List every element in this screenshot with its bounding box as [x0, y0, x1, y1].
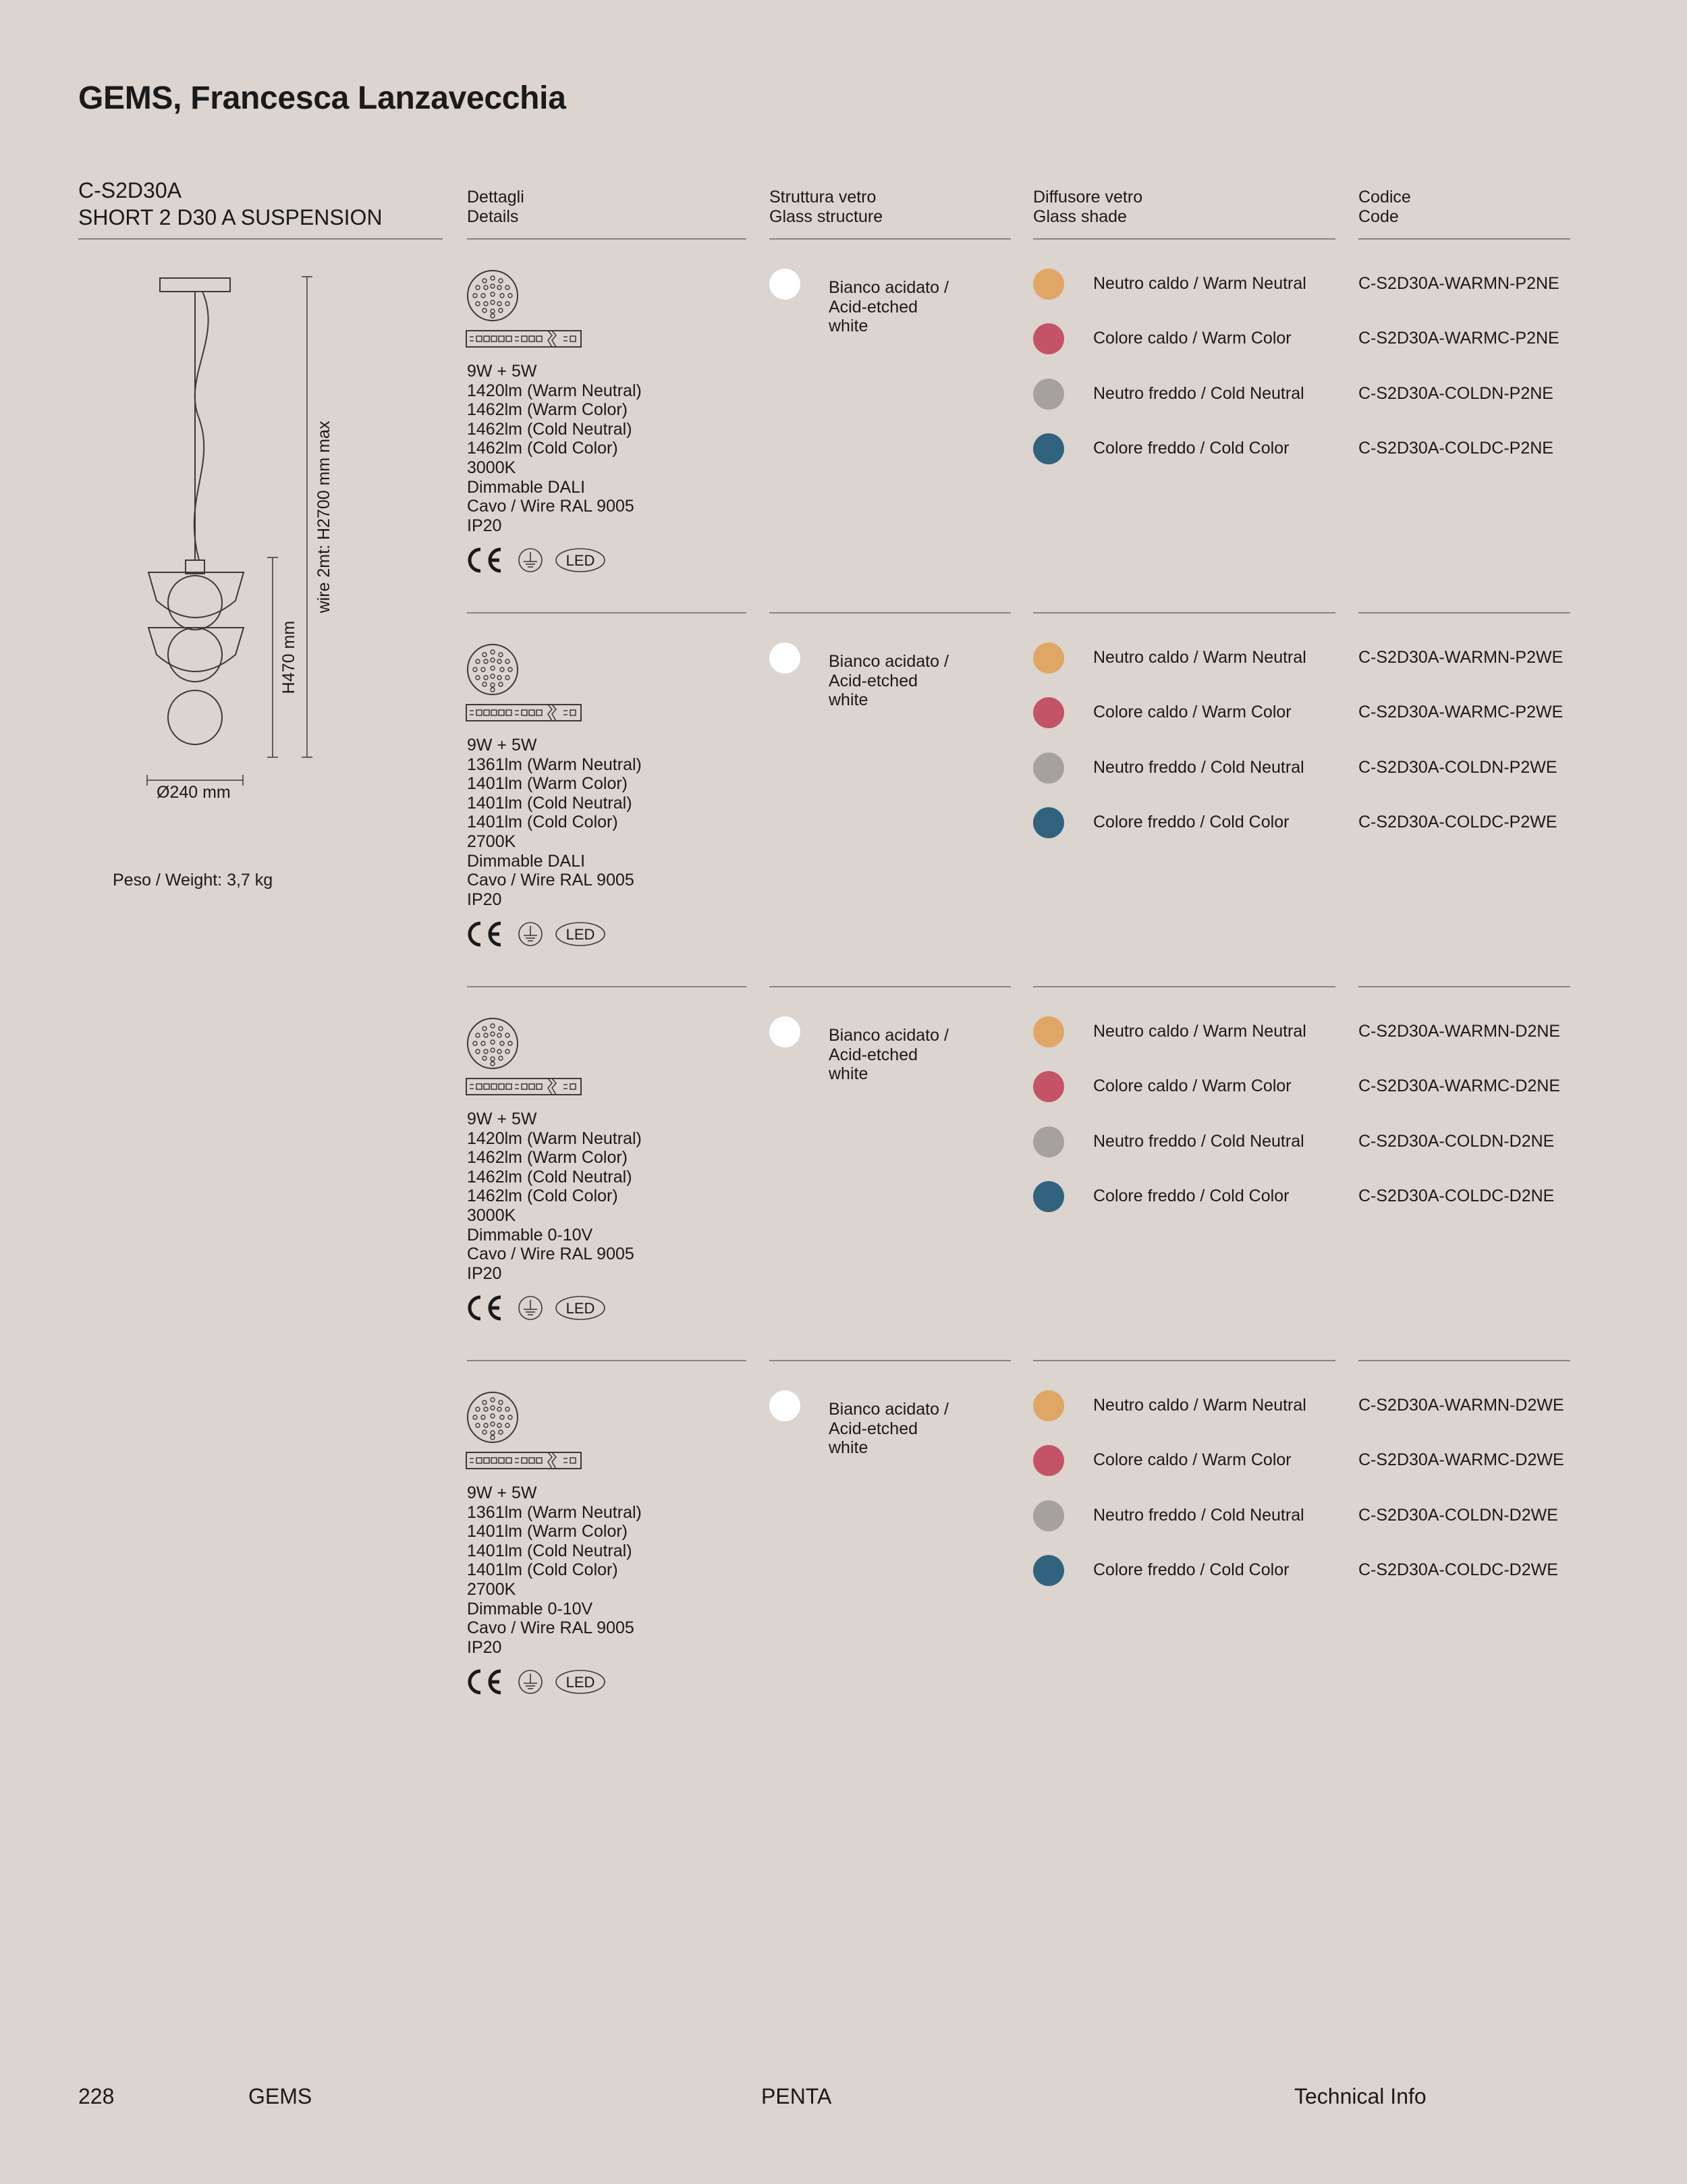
spec-line: 9W + 5W	[467, 736, 537, 755]
led-badge-icon	[556, 1670, 605, 1693]
spec-line: 1401lm (Cold Color)	[467, 1560, 618, 1580]
footer-brand: PENTA	[761, 2084, 832, 2108]
ce-mark-icon	[470, 1671, 501, 1693]
led-module-icon	[466, 643, 520, 697]
product-variant-code: C-S2D30A-COLDN-P2NE	[1358, 384, 1553, 403]
row-rule	[467, 1360, 746, 1361]
glass-label-line: Bianco acidato /	[829, 652, 949, 671]
spec-line: 1462lm (Cold Color)	[467, 439, 618, 458]
glass-label-line: white	[829, 1064, 868, 1084]
spec-line: Dimmable 0-10V	[467, 1599, 593, 1618]
svg-text:LED: LED	[565, 552, 595, 569]
row-rule	[769, 1360, 1011, 1361]
shade-label: Neutro caldo / Warm Neutral	[1093, 1396, 1306, 1415]
spec-line: 9W + 5W	[467, 1483, 537, 1502]
shade-label: Neutro caldo / Warm Neutral	[1093, 1022, 1306, 1041]
shade-label: Colore caldo / Warm Color	[1093, 329, 1292, 348]
product-variant-code: C-S2D30A-WARMC-D2WE	[1358, 1450, 1564, 1469]
shade-label: Neutro freddo / Cold Neutral	[1093, 384, 1304, 403]
product-variant-code: C-S2D30A-COLDC-D2WE	[1358, 1560, 1558, 1579]
glass-label	[829, 278, 949, 336]
product-variant-code: C-S2D30A-COLDN-D2NE	[1358, 1132, 1555, 1151]
product-variant-code: C-S2D30A-WARMN-P2NE	[1358, 274, 1559, 293]
shade-label: Neutro freddo / Cold Neutral	[1093, 1506, 1304, 1525]
row-rule	[1358, 986, 1570, 987]
glass-label-line: Bianco acidato /	[829, 1026, 949, 1045]
shade-label: Colore caldo / Warm Color	[1093, 1450, 1292, 1469]
spec-line: 1401lm (Cold Neutral)	[467, 1541, 632, 1560]
shade-swatch-warm-neutral	[1033, 1016, 1064, 1047]
row-rule	[1033, 612, 1335, 613]
spec-line: Cavo / Wire RAL 9005	[467, 1245, 634, 1264]
spec-line: Cavo / Wire RAL 9005	[467, 497, 634, 516]
product-name: SHORT 2 D30 A SUSPENSION	[78, 205, 383, 229]
spec-line: Cavo / Wire RAL 9005	[467, 1618, 634, 1638]
shade-swatch-cold-neutral	[1033, 1500, 1064, 1531]
glass-label-line: Acid-etched	[829, 1419, 918, 1438]
shade-label: Colore freddo / Cold Color	[1093, 1560, 1290, 1579]
column-header-it: Diffusore vetro	[1033, 188, 1143, 207]
spec-line: 2700K	[467, 1579, 516, 1599]
spec-line: 1462lm (Warm Color)	[467, 1148, 628, 1168]
spec-line: 1462lm (Warm Color)	[467, 400, 628, 420]
driver-icon	[466, 1450, 582, 1471]
glass-label	[829, 1026, 949, 1084]
spec-line: Dimmable DALI	[467, 477, 586, 497]
glass-label	[829, 1400, 949, 1458]
product-variant-code: C-S2D30A-COLDC-P2WE	[1358, 813, 1557, 831]
glass-label-line: Acid-etched	[829, 1045, 918, 1064]
shade-swatch-warm-color	[1033, 323, 1064, 354]
column-header-en: Glass shade	[1033, 207, 1127, 226]
spec-line: 1401lm (Warm Color)	[467, 1522, 628, 1541]
column-header-en: Glass structure	[769, 207, 883, 226]
driver-icon	[466, 1076, 582, 1097]
row-rule	[467, 986, 746, 987]
product-variant-code: C-S2D30A-COLDC-D2NE	[1358, 1186, 1555, 1205]
spec-line: 3000K	[467, 1205, 516, 1225]
height-label: H470 mm	[279, 620, 298, 694]
product-variant-code: C-S2D30A-WARMC-D2NE	[1358, 1076, 1561, 1095]
column-header-it: Codice	[1358, 188, 1411, 207]
spec-line: 1361lm (Warm Neutral)	[467, 1502, 642, 1522]
spec-line: 2700K	[467, 831, 516, 851]
shade-swatch-warm-neutral	[1033, 1390, 1064, 1421]
glass-label-line: white	[829, 1438, 868, 1458]
svg-text:LED: LED	[565, 926, 595, 943]
diameter-label: Ø240 mm	[157, 783, 231, 802]
row-rule	[1358, 612, 1570, 613]
spec-line: Dimmable DALI	[467, 851, 586, 871]
led-module-icon	[466, 269, 520, 323]
glass-swatch-white	[769, 1016, 800, 1047]
product-variant-code: C-S2D30A-COLDC-P2NE	[1358, 439, 1553, 458]
shade-swatch-cold-color	[1033, 1555, 1064, 1586]
spec-line: IP20	[467, 516, 502, 535]
spec-line: Dimmable 0-10V	[467, 1225, 593, 1245]
glass-label-line: Bianco acidato /	[829, 278, 949, 297]
spec-line: 1420lm (Warm Neutral)	[467, 381, 642, 400]
shade-swatch-warm-neutral	[1033, 643, 1064, 674]
shade-label: Colore caldo / Warm Color	[1093, 1076, 1292, 1095]
spec-line: 1462lm (Cold Color)	[467, 1186, 618, 1206]
spec-line: 1401lm (Cold Neutral)	[467, 793, 632, 813]
shade-label: Neutro caldo / Warm Neutral	[1093, 274, 1306, 293]
spec-line: IP20	[467, 1637, 502, 1657]
product-variant-code: C-S2D30A-COLDN-P2WE	[1358, 758, 1557, 777]
led-module-icon	[466, 1390, 520, 1444]
product-variant-code: C-S2D30A-WARMC-P2WE	[1358, 703, 1564, 721]
row-rule	[1358, 1360, 1570, 1361]
shade-swatch-warm-color	[1033, 697, 1064, 728]
spec-line: 9W + 5W	[467, 362, 537, 381]
shade-swatch-warm-neutral	[1033, 269, 1064, 300]
driver-icon	[466, 328, 582, 350]
spec-line: 1401lm (Warm Color)	[467, 774, 628, 794]
shade-label: Colore freddo / Cold Color	[1093, 813, 1290, 831]
footer-section: Technical Info	[1294, 2084, 1427, 2108]
svg-text:LED: LED	[565, 1300, 595, 1317]
product-variant-code: C-S2D30A-WARMC-P2NE	[1358, 329, 1559, 348]
product-variant-code: C-S2D30A-WARMN-D2WE	[1358, 1396, 1564, 1415]
spec-line: 9W + 5W	[467, 1110, 537, 1128]
glass-label-line: Acid-etched	[829, 671, 918, 690]
row-rule	[769, 986, 1011, 987]
ground-icon	[519, 1670, 542, 1693]
glass-label-line: white	[829, 317, 868, 336]
row-rule	[1033, 986, 1335, 987]
spec-list	[467, 1483, 642, 1657]
glass-swatch-white	[769, 269, 800, 300]
weight-label: Peso / Weight: 3,7 kg	[113, 871, 273, 890]
column-header-it: Dettagli	[467, 188, 524, 207]
shade-swatch-warm-color	[1033, 1071, 1064, 1102]
product-variant-code: C-S2D30A-COLDN-D2WE	[1358, 1506, 1558, 1525]
wire-length-label: wire 2mt: H2700 mm max	[314, 420, 333, 613]
column-header-en: Details	[467, 207, 519, 226]
shade-label: Colore freddo / Cold Color	[1093, 439, 1290, 458]
glass-label	[829, 652, 949, 710]
shade-label: Colore caldo / Warm Color	[1093, 703, 1292, 721]
shade-swatch-warm-color	[1033, 1445, 1064, 1476]
spec-line: IP20	[467, 1263, 502, 1283]
variant-row-3	[0, 748, 1687, 1317]
spec-line: 1462lm (Cold Neutral)	[467, 419, 632, 439]
shade-label: Neutro freddo / Cold Neutral	[1093, 758, 1304, 777]
spec-line: 3000K	[467, 458, 516, 477]
certification-icons	[466, 1667, 614, 1697]
column-header-en: Code	[1358, 207, 1399, 226]
row-rule	[467, 612, 746, 613]
led-module-icon	[466, 1016, 520, 1070]
shade-label: Neutro caldo / Warm Neutral	[1093, 648, 1306, 667]
product-variant-code: C-S2D30A-WARMN-D2NE	[1358, 1022, 1561, 1041]
shade-label: Neutro freddo / Cold Neutral	[1093, 1132, 1304, 1151]
glass-swatch-white	[769, 643, 800, 674]
glass-label-line: white	[829, 690, 868, 710]
spec-line: 1401lm (Cold Color)	[467, 813, 618, 832]
page-number: 228	[78, 2084, 115, 2108]
glass-label-line: Acid-etched	[829, 297, 918, 317]
glass-label-line: Bianco acidato /	[829, 1400, 949, 1419]
product-variant-code: C-S2D30A-WARMN-P2WE	[1358, 648, 1564, 667]
variant-row-4	[0, 1122, 1687, 1691]
product-code: C-S2D30A	[78, 178, 182, 202]
spec-line: IP20	[467, 890, 502, 909]
column-header-it: Struttura vetro	[769, 188, 877, 207]
shade-label: Colore freddo / Cold Color	[1093, 1186, 1290, 1205]
driver-icon	[466, 702, 582, 724]
spec-line: Cavo / Wire RAL 9005	[467, 871, 634, 890]
spec-line: 1420lm (Warm Neutral)	[467, 1128, 642, 1148]
page-title: GEMS, Francesca Lanzavecchia	[78, 80, 566, 116]
spec-line: 1361lm (Warm Neutral)	[467, 755, 642, 774]
row-rule	[1033, 1360, 1335, 1361]
footer-collection: GEMS	[248, 2084, 312, 2108]
glass-swatch-white	[769, 1390, 800, 1421]
svg-text:LED: LED	[565, 1674, 595, 1691]
spec-line: 1462lm (Cold Neutral)	[467, 1167, 632, 1186]
row-rule	[769, 612, 1011, 613]
